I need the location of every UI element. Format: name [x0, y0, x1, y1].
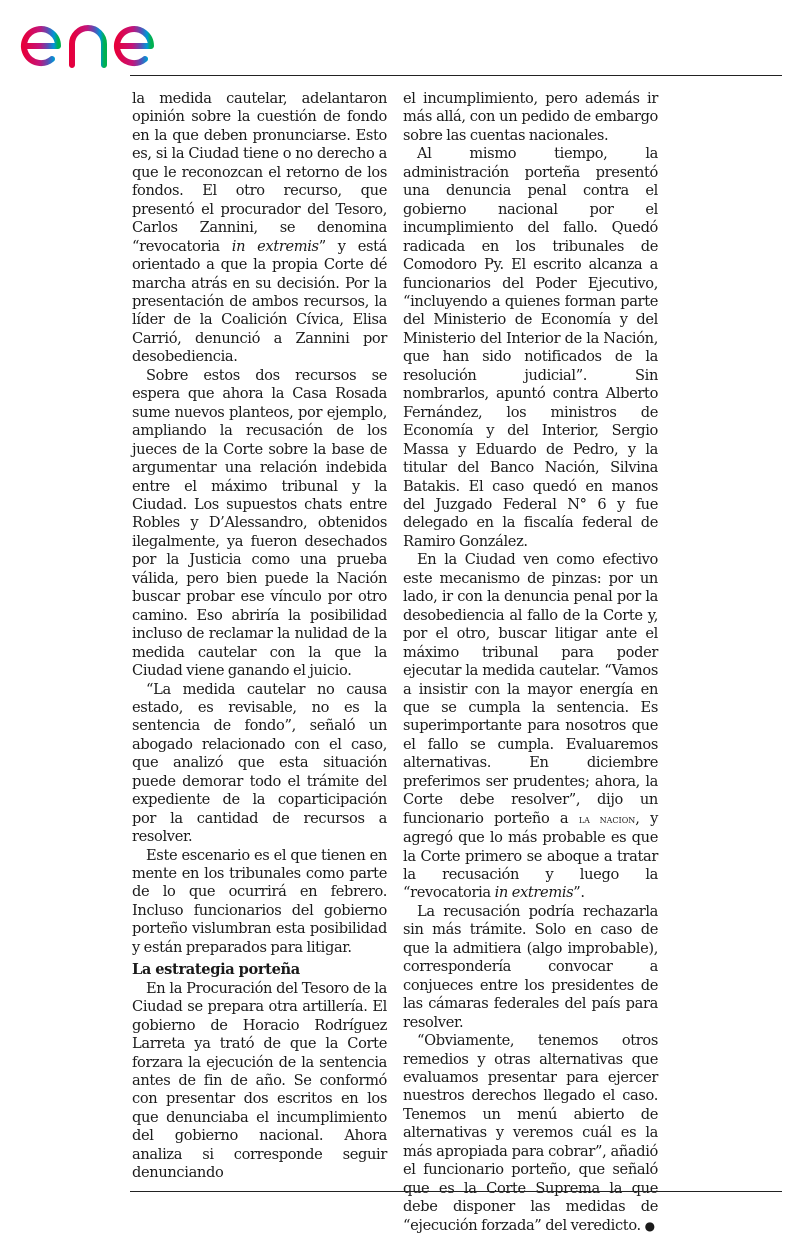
paragraph: La recusación podría rechazarla sin más trámite. Solo en caso de que la admitiera (algo improbable), correspondería convocar a conjueces entre los presidentes de las cámaras federales del país para resolver.	[403, 902, 658, 1031]
paragraph: “La medida cautelar no causa estado, es revisable, no es la sentencia de fondo”, señaló un abogado relacionado con el caso, que analizó que esta situación puede demorar todo el trámite del expediente de la coparticipación por la cantidad de recursos a resolver.	[132, 680, 387, 846]
paragraph: Sobre estos dos recursos se espera que ahora la Casa Rosada sume nuevos planteos, por ejemplo, ampliando la recusación de los jueces de la Corte sobre la base de argumentar una relación indebida entre el máximo tribunal y la Ciudad. Los supuestos chats entre Robles y D’Alessandro, obtenidos ilegalmente, ya fueron desechados por la Justicia como una prueba válida, pero bien puede la Nación buscar probar ese vínculo por otro camino. Eso abriría la posibilidad incluso de reclamar la nulidad de la medida cautelar con la que la Ciudad viene ganando el juicio.	[132, 366, 387, 680]
article-column-left	[132, 90, 387, 1183]
paragraph: “Obviamente, tenemos otros remedios y otras alternativas que evaluamos presentar para ejercer nuestros derechos llegado el caso. Tenemos un menú abierto de alternativas y veremos cuál es la más apropiada para cobrar”, añadió el funcionario porteño, que señaló que es la Corte Suprema la que debe disponer las medidas de “ejecución forzada” del veredicto. ●	[403, 1032, 658, 1234]
paragraph: En la Ciudad ven como efectivo este mecanismo de pinzas: por un lado, ir con la denuncia penal por la desobediencia al fallo de la Corte y, por el otro, buscar litigar ante el máximo tribunal para poder ejecutar la medida cautelar. “Vamos a insistir con la mayor energía en que se cumpla la sentencia. Es superimportante para nosotros que el fallo se cumpla. Evaluaremos alternativas. En diciembre preferimos ser prudentes; ahora, la Corte debe resolver”, dijo un funcionario porteño a la nacion, y agregó que lo más probable es que la Corte primero se aboque a tratar la recusación y luego la “revocatoria in extremis”.	[403, 551, 658, 902]
article-column-right	[403, 90, 658, 1235]
paragraph: la medida cautelar, adelantaron opinión sobre la cuestión de fondo en la que deben pronunciarse. Esto es, si la Ciudad tiene o no derecho a que le reconozcan el retorno de los fondos. El otro recurso, que presentó el procurador del Tesoro, Carlos Zannini, se denomina “revocatoria in extremis” y está orientado a que la propia Corte dé marcha atrás en su decisión. Por la presentación de ambos recursos, la líder de la Coalición Cívica, Elisa Carrió, denunció a Zannini por desobediencia.	[132, 90, 387, 366]
section-subhead: La estrategia porteña	[132, 961, 300, 979]
paragraph: En la Procuración del Tesoro de la Ciudad se prepara otra artillería. El gobierno de Horacio Rodríguez Larreta ya trató de que la Corte forzara la ejecución de la sentencia antes de fin de año. Se conformó con presentar dos escritos en los que denunciaba el incumplimiento del gobierno nacional. Ahora analiza si corresponde seguir denunciando	[132, 979, 387, 1182]
paragraph: Este escenario es el que tienen en mente en los tribunales como parte de lo que ocurrirá en febrero. Incluso funcionarios del gobierno porteño vislumbran esta posibilidad y están preparados para litigar.	[132, 846, 387, 956]
source-name: la nacion	[578, 812, 636, 826]
end-mark: ●	[644, 1218, 655, 1233]
paragraph: el incumplimiento, pero además ir más allá, con un pedido de embargo sobre las cuentas nacionales.	[403, 90, 658, 144]
footer-rule	[130, 1191, 782, 1192]
paragraph: Al mismo tiempo, la administración porteña presentó una denuncia penal contra el gobierno nacional por el incumplimiento del fallo. Quedó radicada en los tribunales de Comodoro Py. El escrito alcanza a funcionarios del Poder Ejecutivo, “incluyendo a quienes forman parte del Ministerio de Economía y del Ministerio del Interior de la Nación, que han sido notificados de la resolución judicial”. Sin nombrarlos, apuntó contra Alberto Fernández, los ministros de Economía y del Interior, Sergio Massa y Eduardo de Pedro, y la titular del Banco Nación, Silvina Batakis. El caso quedó en manos del Juzgado Federal N° 6 y fue delegado en la fiscalía federal de Ramiro González.	[403, 145, 658, 550]
header-rule	[130, 75, 782, 76]
enel-logo	[14, 4, 184, 70]
